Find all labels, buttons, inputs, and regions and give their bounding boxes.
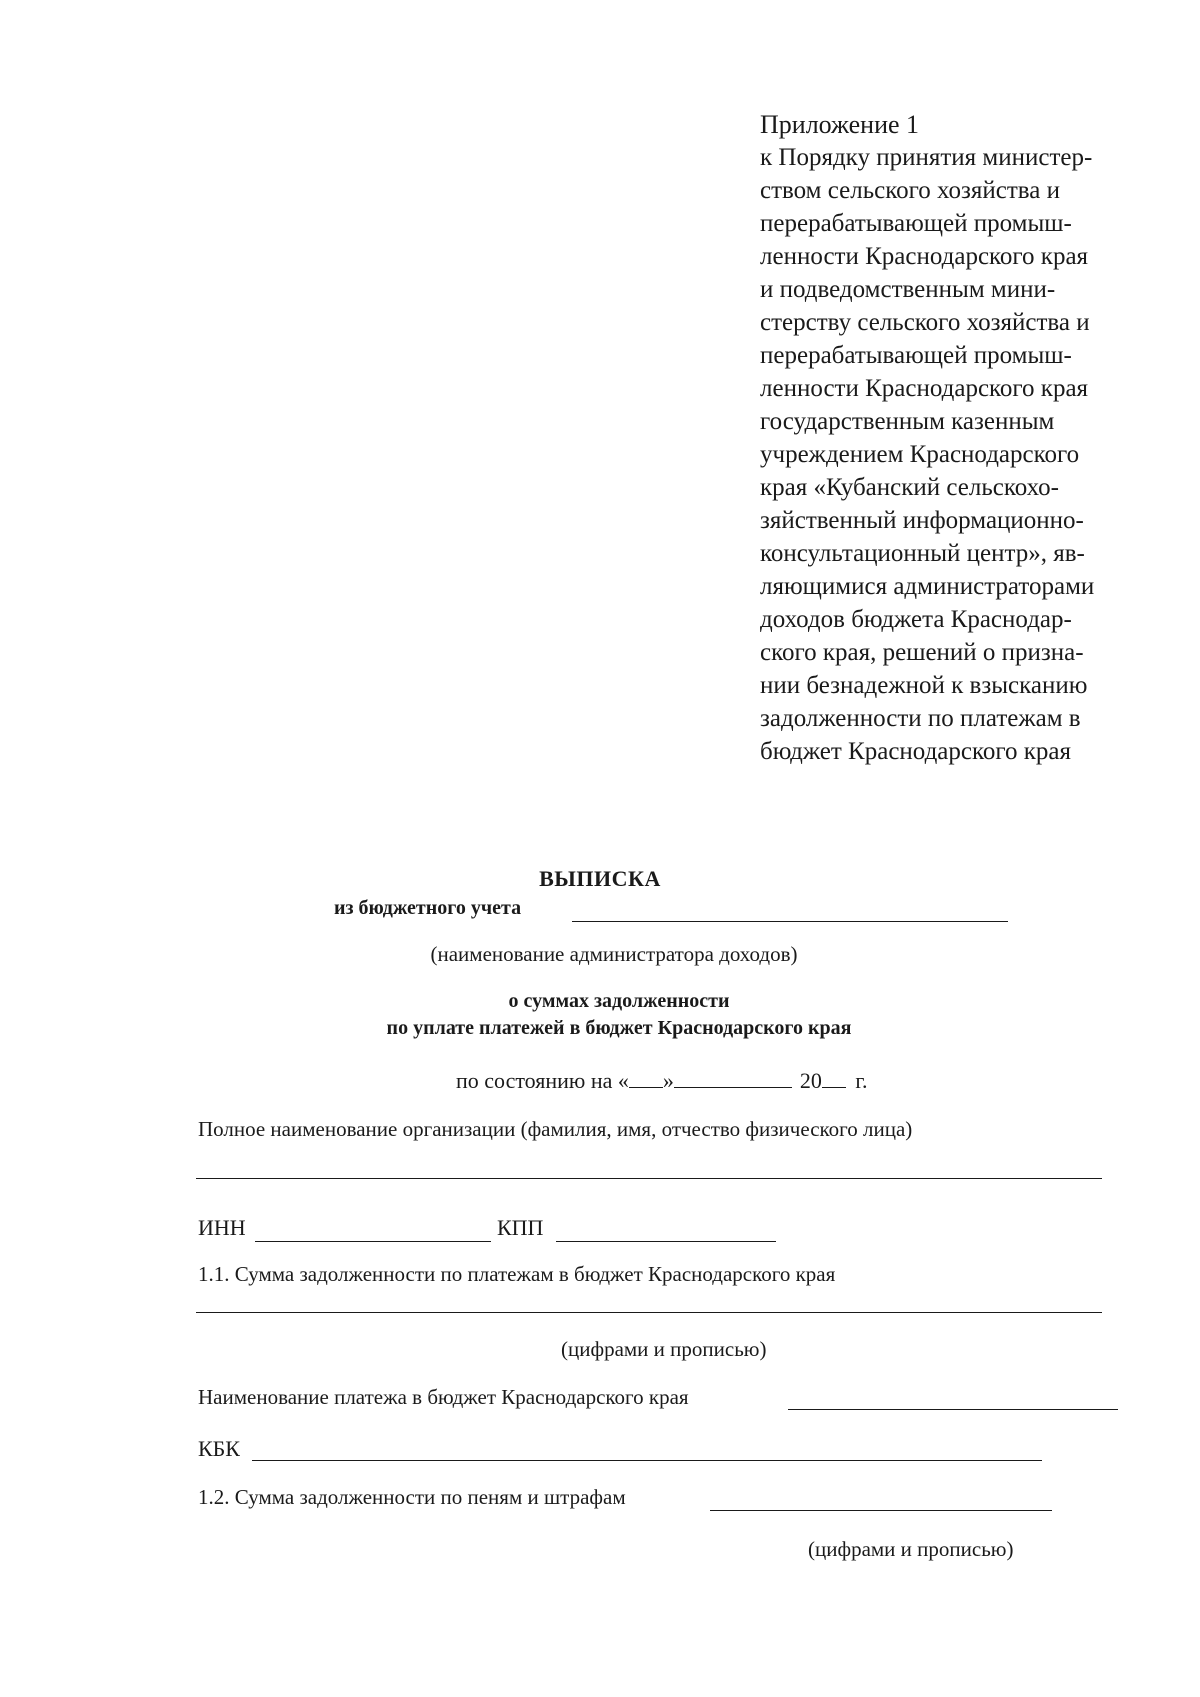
appendix-line: нии безнадежной к взысканию — [760, 672, 1088, 699]
document-title: ВЫПИСКА — [539, 866, 661, 891]
kbk-field[interactable] — [252, 1460, 1042, 1461]
inn-field[interactable] — [255, 1241, 491, 1242]
date-line — [456, 1068, 867, 1094]
digits-caption-1: (цифрами и прописью) — [561, 1337, 767, 1361]
appendix-line: края «Кубанский сельскохо- — [760, 474, 1059, 501]
from-budget-label: из бюджетного учета — [334, 897, 522, 919]
payment-name-label: Наименование платежа в бюджет Краснодарского края — [198, 1385, 689, 1409]
date-suffix: г. — [855, 1068, 868, 1093]
full-name-label: Полное наименование организации (фамилия, имя, отчество физического лица) — [198, 1117, 913, 1141]
appendix-title: Приложение 1 — [760, 110, 920, 139]
item-1-1-label: 1.1. Сумма задолженности по платежам в бюджет Краснодарского края — [198, 1262, 836, 1286]
appendix-line: и подведомственным мини- — [760, 276, 1056, 303]
date-mid: » — [662, 1068, 674, 1093]
appendix-line: ляющимися администраторами — [760, 573, 1095, 600]
appendix-line: ленности Краснодарского края — [760, 243, 1089, 270]
kpp-label: КПП — [497, 1215, 544, 1240]
appendix-line: консультационный центр», яв- — [760, 540, 1085, 567]
payment-name-field[interactable] — [788, 1409, 1118, 1410]
appendix-line: учреждением Краснодарского — [760, 441, 1080, 468]
full-name-field[interactable] — [196, 1178, 1102, 1179]
appendix-line: задолженности по платежам в — [760, 705, 1081, 732]
subtitle-payments: по уплате платежей в бюджет Краснодарского края — [386, 1017, 852, 1039]
kpp-field[interactable] — [556, 1241, 776, 1242]
appendix-line: зяйственный информационно- — [760, 507, 1084, 534]
appendix-line: стерству сельского хозяйства и — [760, 309, 1090, 336]
appendix-line: к Порядку принятия министер- — [760, 144, 1093, 171]
item-1-2-label: 1.2. Сумма задолженности по пеням и штрафам — [198, 1485, 626, 1509]
appendix-line: доходов бюджета Краснодар- — [760, 606, 1072, 633]
inn-label: ИНН — [198, 1215, 246, 1240]
appendix-block — [760, 108, 1160, 768]
appendix-line: перерабатывающей промыш- — [760, 210, 1072, 237]
date-prefix: по состоянию на « — [456, 1068, 629, 1093]
item-1-1-field[interactable] — [196, 1312, 1102, 1313]
admin-name-field[interactable] — [572, 921, 1008, 922]
admin-name-caption: (наименование администратора доходов) — [430, 942, 798, 966]
date-year-field[interactable] — [822, 1069, 846, 1088]
appendix-line: ленности Краснодарского края — [760, 375, 1089, 402]
appendix-line: государственным казенным — [760, 408, 1055, 435]
appendix-line: ского края, решений о призна- — [760, 639, 1084, 666]
item-1-2-field[interactable] — [710, 1510, 1052, 1511]
appendix-line: перерабатывающей промыш- — [760, 342, 1072, 369]
appendix-line: ством сельского хозяйства и — [760, 177, 1060, 204]
date-month-field[interactable] — [674, 1069, 792, 1088]
kbk-label: КБК — [198, 1436, 240, 1461]
date-year-prefix: 20 — [799, 1068, 822, 1093]
date-day-field[interactable] — [629, 1069, 663, 1088]
digits-caption-2: (цифрами и прописью) — [808, 1537, 1014, 1561]
appendix-line: бюджет Краснодарского края — [760, 738, 1071, 765]
subtitle-debt-amounts: о суммах задолженности — [508, 990, 730, 1012]
